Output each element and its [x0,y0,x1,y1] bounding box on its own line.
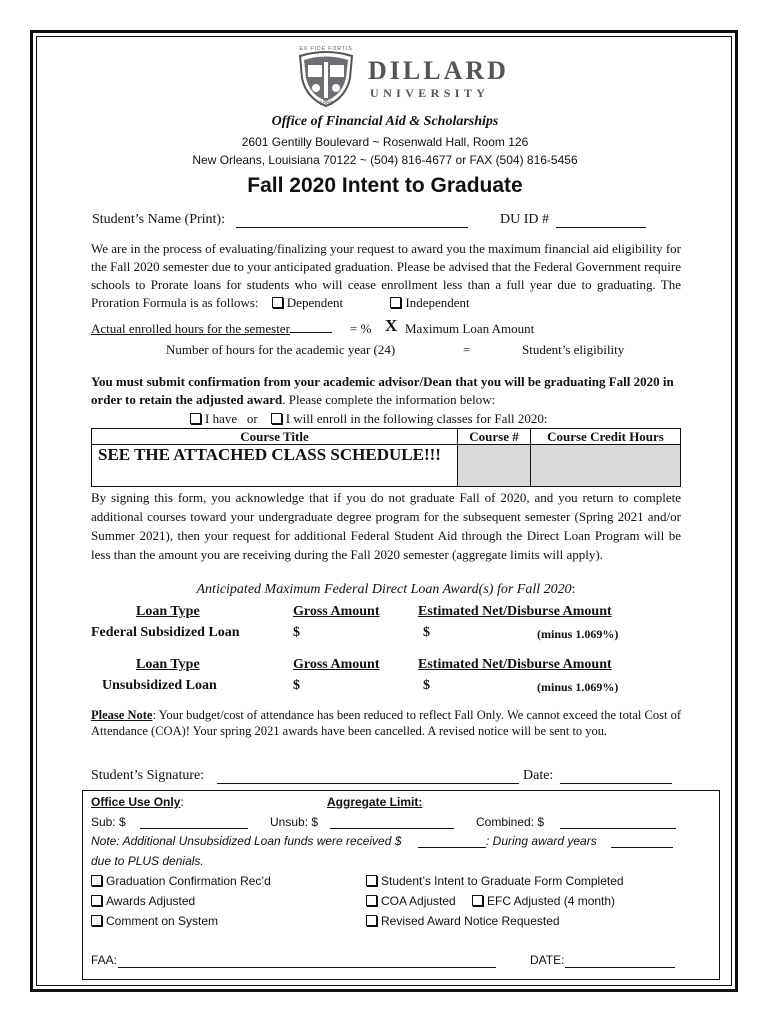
du-id-label: DU ID # [500,212,549,227]
formula-multiply: X [385,316,398,335]
course-credit-header: Course Credit Hours [531,429,681,445]
unsub-amount-label: Unsub: $ [270,815,319,829]
sub-net-dollar: $ [423,625,430,640]
faa-label: FAA: [91,953,118,967]
faa-date-label: DATE: [530,953,565,967]
course-title-header: Course Title [92,429,458,445]
net-amount-header-2: Estimated Net/Disburse Amount [418,657,612,672]
independent-label: Independent [405,295,470,310]
course-credit-cell[interactable] [531,445,681,487]
loans-heading: Anticipated Maximum Federal Direct Loan Award(s) for Fall 2020: [196,582,576,597]
confirmation-rest: . Please complete the information below: [282,392,496,407]
dependent-label: Dependent [286,295,344,310]
sub-gross-dollar: $ [293,625,300,640]
checkbox-icon[interactable] [91,915,102,926]
net-amount-header-1: Estimated Net/Disburse Amount [418,604,612,619]
faa-date-field[interactable] [565,967,675,968]
check-efc-adjusted[interactable]: EFC Adjusted (4 month) [472,894,615,908]
student-name-label: Student’s Name (Print): [92,212,225,227]
seal-motto: EX FIDE FORTIS [299,46,353,52]
signature-field[interactable] [217,783,519,784]
please-note: Please Note: Your budget/cost of attendance has been reduced to reflect Fall Only. We cannot exceed the total Cost of Attendance (COA)! Your spring 2021 awards have been cancelled. A revised notice will be sent to you. [91,708,681,738]
formula-numerator: Actual enrolled hours for the semester [91,320,332,338]
formula-max-loan: Maximum Loan Amount [405,321,535,336]
course-title-cell[interactable]: SEE THE ATTACHED CLASS SCHEDULE!!! [92,445,458,487]
enroll-options: I have or I will enroll in the following classes for Fall 2020: [190,410,547,428]
signature-label: Student’s Signature: [91,768,205,783]
signature-date-field[interactable] [560,783,672,784]
checkbox-icon[interactable] [91,895,102,906]
unsub-gross-dollar: $ [293,678,300,693]
unsub-amount-field[interactable] [330,828,454,829]
independent-checkbox[interactable] [390,297,401,308]
office-use-title: Office Use Only: [91,795,184,809]
unsub-note-text: Note: Additional Unsubsidized Loan funds were received $ [91,834,402,848]
formula-equals: = [463,342,471,357]
check-coa-adjusted[interactable]: COA Adjusted [366,894,456,908]
address-line-2: New Orleans, Louisiana 70122 ~ (504) 816-4677 or FAX (504) 816-5456 [192,153,578,167]
sub-minus-fee: (minus 1.069%) [537,627,619,641]
unsubsidized-loan-label: Unsubsidized Loan [102,678,217,693]
logo-wordmark: DILLARD [368,56,509,85]
unsub-note-amount-field[interactable] [418,847,486,848]
sub-amount-label: Sub: $ [91,815,126,829]
check-revised-award-notice[interactable]: Revised Award Notice Requested [366,914,560,928]
intro-text: We are in the process of evaluating/finalizing your request to award you the maximum financial aid eligibility for the Fall 2020 semester due to your anticipated graduation. Please be advised that the Federal Government require schools to Prorate loans for students who will cease enrollment less than a full year due to graduating. The Proration Formula is as follows: [91,241,681,310]
check-graduation-confirmation[interactable]: Graduation Confirmation Rec’d [91,874,271,888]
loan-type-header-1: Loan Type [136,604,200,619]
formula-eligibility: Student’s eligibility [522,342,625,357]
unsub-net-dollar: $ [423,678,430,693]
confirmation-paragraph [91,373,681,409]
course-number-header: Course # [458,429,531,445]
logo-subtitle: UNIVERSITY [370,86,490,100]
confirmation-bold: You must submit confirmation from your academic advisor/Dean that you will be graduating Fall 2020 in order to retain the adjusted award [91,374,674,407]
check-intent-form-completed[interactable]: Student’s Intent to Graduate Form Completed [366,874,624,888]
checkbox-icon[interactable] [366,875,377,886]
checkbox-icon[interactable] [91,875,102,886]
signature-date-label: Date: [523,768,554,783]
gross-amount-header-1: Gross Amount [293,604,380,619]
sub-amount-field[interactable] [140,828,248,829]
page-title: Fall 2020 Intent to Graduate [247,174,523,197]
award-years-label: : During award years [486,834,597,848]
student-name-field[interactable] [236,227,468,228]
address-line-1: 2601 Gentilly Boulevard ~ Rosenwald Hall, Room 126 [241,135,529,149]
check-comment-on-system[interactable]: Comment on System [91,914,218,928]
courses-table [91,428,681,487]
subsidized-loan-label: Federal Subsidized Loan [91,625,240,640]
checkbox-icon[interactable] [366,895,377,906]
check-awards-adjusted[interactable]: Awards Adjusted [91,894,195,908]
plus-denials-text: due to PLUS denials. [91,854,204,868]
award-years-field[interactable] [611,847,673,848]
combined-amount-label: Combined: $ [476,815,545,829]
unsub-minus-fee: (minus 1.069%) [537,680,619,694]
checkbox-icon[interactable] [472,895,483,906]
combined-amount-field[interactable] [560,828,676,829]
du-id-field[interactable] [556,227,646,228]
intro-paragraph [91,240,681,312]
gross-amount-header-2: Gross Amount [293,657,380,672]
dependent-checkbox[interactable] [272,297,283,308]
faa-field[interactable] [118,967,496,968]
loan-type-header-2: Loan Type [136,657,200,672]
signing-paragraph: By signing this form, you acknowledge that if you do not graduate Fall of 2020, and you return to complete additional courses toward your undergraduate degree program for the subsequent semester (Spring 2021 and/or Summer 2021), then your request for additional Federal Student Aid through the Direct Loan Program will be less than the amount you are receiving during the Fall 2020 semester (aggregate limits will apply). [91,490,681,562]
course-number-cell[interactable] [458,445,531,487]
i-have-checkbox[interactable] [190,413,201,424]
checkbox-icon[interactable] [366,915,377,926]
formula-percent: = % [350,321,372,336]
formula-denominator: Number of hours for the academic year (24) [166,342,396,357]
office-name: Office of Financial Aid & Scholarships [271,114,499,129]
aggregate-limit-label: Aggregate Limit: [327,795,423,809]
seal-year: 1869 [319,101,333,107]
will-enroll-checkbox[interactable] [271,413,282,424]
